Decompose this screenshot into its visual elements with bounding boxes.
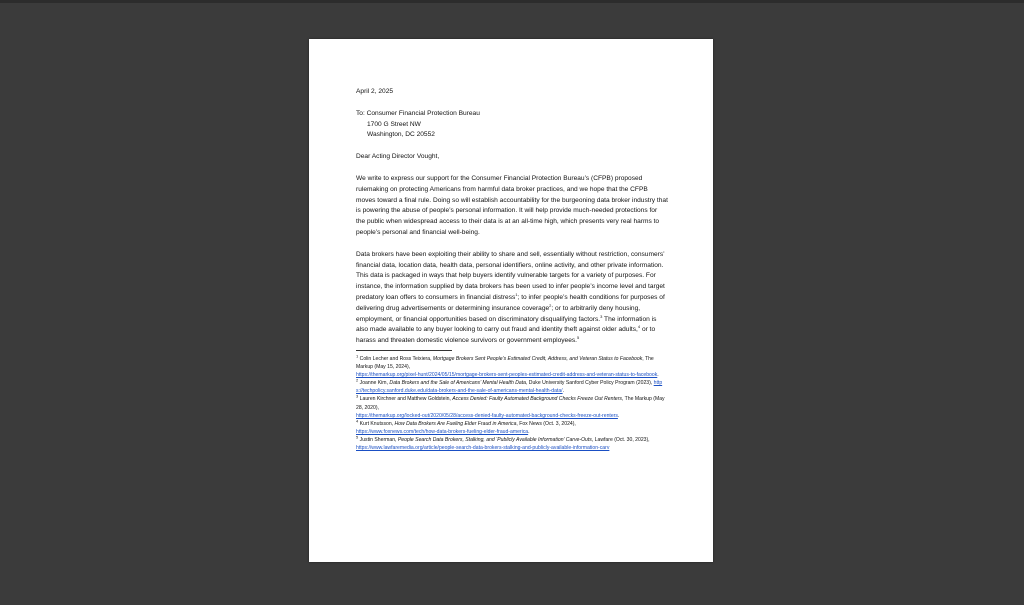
footnote-source: , Fox News (Oct. 3, 2024),: [516, 420, 576, 427]
footnote-authors: Colin Lecher and Ross Teixiera,: [359, 355, 433, 362]
footnote-link[interactable]: https://themarkup.org/pixel-hunt/2024/05/15/mortgage-brokers-sent-peoples-estimated-credit-address-and-veteran-status-to-facebook: [356, 372, 658, 379]
footnote-title: How Data Brokers Are Fueling Elder Fraud in America: [394, 420, 517, 427]
footnote-source: , Lawfare (Oct. 30, 2023),: [591, 436, 650, 443]
recipient-address-city: Washington, DC 20552: [367, 131, 435, 139]
footnote-source: , The Markup (May 15, 2024),: [356, 355, 654, 371]
footnote-link[interactable]: https://themarkup.org/locked-out/2020/05/28/access-denied-faulty-automated-background-checks-freeze-out-renters: [356, 412, 618, 419]
footnote-mark-4[interactable]: 4: [637, 324, 641, 330]
paragraph-2-part-a: Data brokers have been exploiting their ability to share and sell, essentially without restriction, consumers’ financial data, location data, health data, personal identifiers, online activity, and other private information. This data is packaged in ways that help buyers identify vulnerable targets for a variety of purposes. For instance, the information supplied by data brokers has been used to infer people’s income level and target predatory loan offers to consumers in financial distress: [356, 250, 665, 301]
footnote-authors: Joanne Kim,: [359, 380, 390, 387]
footnote-end: .: [528, 428, 530, 435]
footnote-link[interactable]: https://techpolicy.sanford.duke.edu/data-brokers-and-the-sale-of-americans-mental-health-data/: [356, 380, 663, 395]
footnote-number: 5: [356, 434, 359, 440]
recipient-address-street: 1700 G Street NW: [367, 120, 421, 128]
paragraph-2-part-e: or to harass and threaten domestic violence survivors or government employees.: [356, 326, 656, 345]
footnote-source: , The Markup (May 28, 2020),: [356, 396, 665, 411]
footnote-link[interactable]: https://www.lawfaremedia.org/article/people-search-data-brokers-stalking-and-publicly-available-information-carv: [356, 444, 610, 451]
letter-content: [356, 87, 668, 452]
paragraph-2-part-b: ; to infer people’s health conditions for purposes of delivering drug advertisements or determining insurance coverage: [356, 293, 665, 312]
footnote-mark-2[interactable]: 2: [549, 302, 552, 308]
footnote-end: .: [562, 388, 565, 395]
footnote-authors: Kurt Knutsson,: [359, 420, 395, 427]
footnote-authors: Justin Sherman,: [359, 436, 398, 443]
footnote-title: People Search Data Brokers, Stalking, and ‘Publicly Available Information’ Carve-Outs: [397, 436, 592, 443]
letter-date: April 2, 2025: [356, 88, 394, 95]
footnote-5: [356, 436, 668, 452]
footnote-mark-5[interactable]: 5: [577, 334, 580, 340]
footnote-end: .: [617, 412, 620, 419]
document-page[interactable]: [309, 39, 713, 562]
footnote-mark-3[interactable]: 3: [600, 313, 603, 319]
footnote-title: Access Denied: Faulty Automated Background Checks Freeze Out Renters: [452, 396, 622, 403]
footnote-end: .: [657, 372, 659, 379]
footnote-number: 1: [356, 353, 359, 359]
footnote-title: Mortgage Brokers Sent People’s Estimated Credit, Address, and Veteran Status to Facebook: [432, 355, 643, 362]
footnotes: [356, 355, 668, 452]
viewer-top-border: [0, 0, 1024, 3]
footnote-1: [356, 355, 668, 379]
salutation: Dear Acting Director Vought,: [356, 153, 440, 161]
footnote-number: 4: [356, 418, 359, 423]
footnote-authors: Lauren Kirchner and Matthew Goldstein,: [359, 396, 453, 403]
recipient-line: To: Consumer Financial Protection Bureau: [356, 109, 480, 117]
footnote-number: 2: [356, 377, 359, 383]
footnote-title: Data Brokers and the Sale of Americans’ Mental Health Data: [389, 380, 526, 387]
footnote-mark-1[interactable]: 1: [515, 291, 518, 297]
footnote-2: [356, 379, 668, 395]
footnote-3: [356, 395, 668, 419]
footnote-link[interactable]: https://www.foxnews.com/tech/how-data-brokers-fueling-elder-fraud-america: [356, 428, 529, 435]
paragraph-1: We write to express our support for the Consumer Financial Protection Bureau’s (CFPB) proposed rulemaking on protecting Americans from harmful data broker practices, and we hope that the CFPB moves toward a final rule. Doing so will establish accountability for the burgeoning data broker industry that is powering the abuse of people’s personal information. It will help provide much-needed protections for the public when widespread access to their data is at an all-time high, which presents very real harms to people’s personal and financial well-being.: [356, 174, 668, 236]
paragraph-2-part-d: The information is also made available to any buyer looking to carry out fraud and identity theft against older adults,: [356, 315, 657, 334]
footnote-number: 3: [356, 393, 359, 399]
footnote-separator: [356, 350, 452, 351]
paragraph-2: [356, 250, 668, 347]
paragraph-2-part-c: ; or to arbitrarily deny housing, employment, or financial opportunities based on discriminatory disqualifying factors.: [356, 304, 641, 323]
footnote-source: , Duke University Sanford Cyber Policy Program (2023),: [525, 380, 654, 387]
footnote-4: [356, 420, 668, 436]
